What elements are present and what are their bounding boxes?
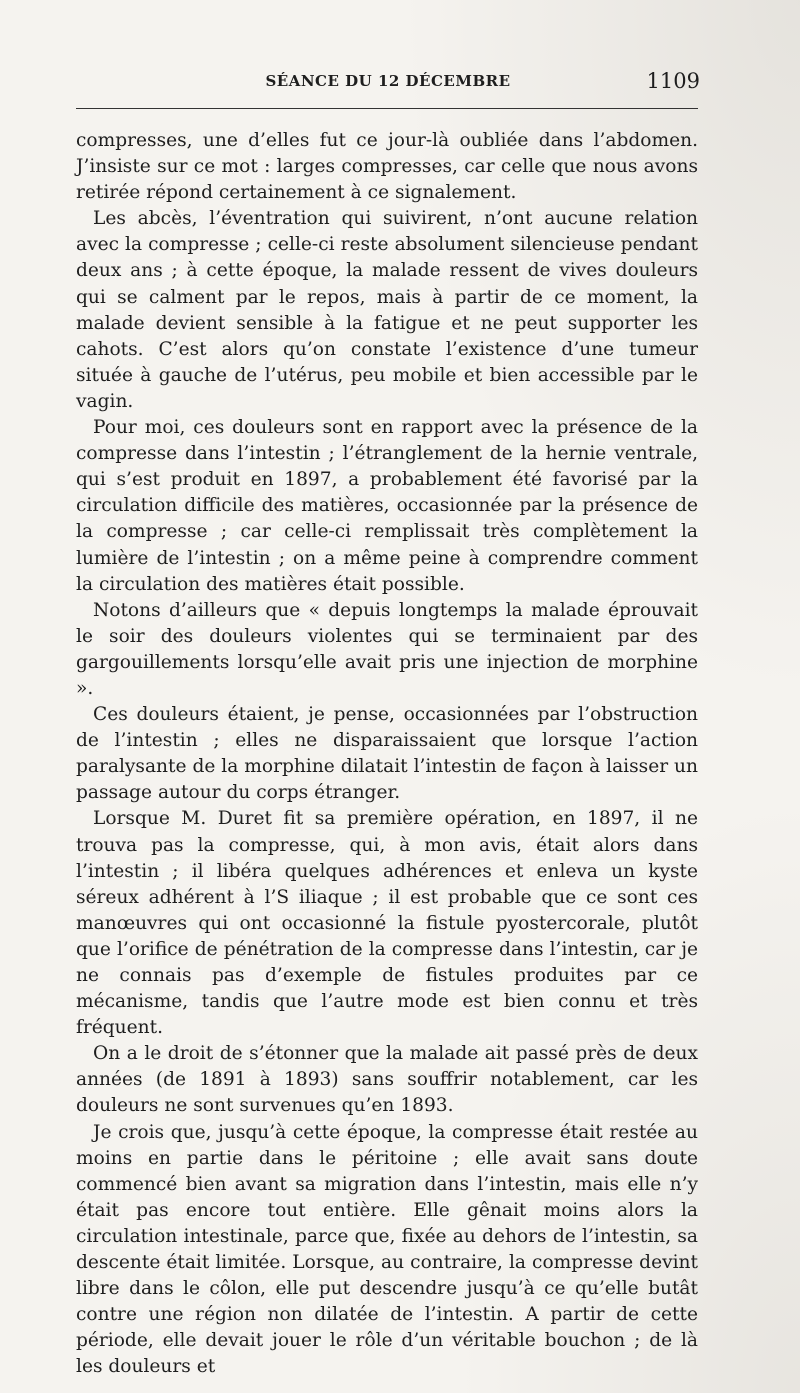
page-header [76, 66, 700, 100]
paragraph: Les abcès, l’éventration qui suivirent, n’ont aucune relation avec la compresse ; celle-ci reste absolument silencieuse pendant deux ans ; à cette époque, la malade ressent de vives douleurs qui se calment par le repos, mais à partir de ce moment, la malade devient sensible à la fatigue et ne peut supporter les cahots. C’est alors qu’on constate l’existence d’une tumeur située à gauche de l’utérus, peu mobile et bien accessible par le vagin. [76, 208, 698, 412]
header-rule [76, 108, 698, 109]
body-text [76, 128, 698, 1381]
page-number: 1109 [646, 69, 700, 93]
paragraph: On a le droit de s’étonner que la malade ait passé près de deux années (de 1891 à 1893) sans souffrir notablement, car les douleurs ne sont survenues qu’en 1893. [76, 1043, 698, 1117]
running-title: SÉANCE DU 12 DÉCEMBRE [265, 72, 511, 90]
paragraph: Notons d’ailleurs que « depuis longtemps la malade éprouvait le soir des douleurs violentes qui se terminaient par des gargouillements lorsqu’elle avait pris une injection de morphine ». [76, 599, 698, 699]
paragraph: Je crois que, jusqu’à cette époque, la compresse était restée au moins en partie dans le péritoine ; elle avait sans doute commencé bien avant sa migration dans l’intestin, mais elle n’y était pas encore tout entière. Elle gênait moins alors la circulation intestinale, parce que, fixée au dehors de l’intestin, sa descente était limitée. Lorsque, au contraire, la compresse devint libre dans le côlon, elle put descendre jusqu’à ce qu’elle butât contre une région non dilatée de l’intestin. A partir de cette période, elle devait jouer le rôle d’un véritable bouchon ; de là les douleurs et [76, 1121, 698, 1378]
paragraph: compresses, une d’elles fut ce jour-là oubliée dans l’abdomen. J’insiste sur ce mot : larges compresses, car celle que nous avons retirée répond certainement à ce signalement. [76, 130, 698, 204]
paragraph: Pour moi, ces douleurs sont en rapport avec la présence de la compresse dans l’intestin ; l’étranglement de la hernie ventrale, qui s’est produit en 1897, a probablement été favorisé par la circulation difficile des matières, occasionnée par la présence de la compresse ; car celle-ci remplissait très complètement la lumière de l’intestin ; on a même peine à comprendre comment la circulation des matières était possible. [76, 417, 698, 595]
paragraph: Lorsque M. Duret fit sa première opération, en 1897, il ne trouva pas la compresse, qui, à mon avis, était alors dans l’intestin ; il libéra quelques adhérences et enleva un kyste séreux adhérent à l’S iliaque ; il est probable que ce sont ces manœuvres qui ont occasionné la fistule pyostercorale, plutôt que l’orifice de pénétration de la compresse dans l’intestin, car je ne connais pas d’exemple de fistules produites par ce mécanisme, tandis que l’autre mode est bien connu et très fréquent. [76, 808, 698, 1039]
paragraph: Ces douleurs étaient, je pense, occasionnées par l’obstruction de l’intestin ; elles ne disparaissaient que lorsque l’action paralysante de la morphine dilatait l’intestin de façon à laisser un passage autour du corps étranger. [76, 704, 698, 804]
